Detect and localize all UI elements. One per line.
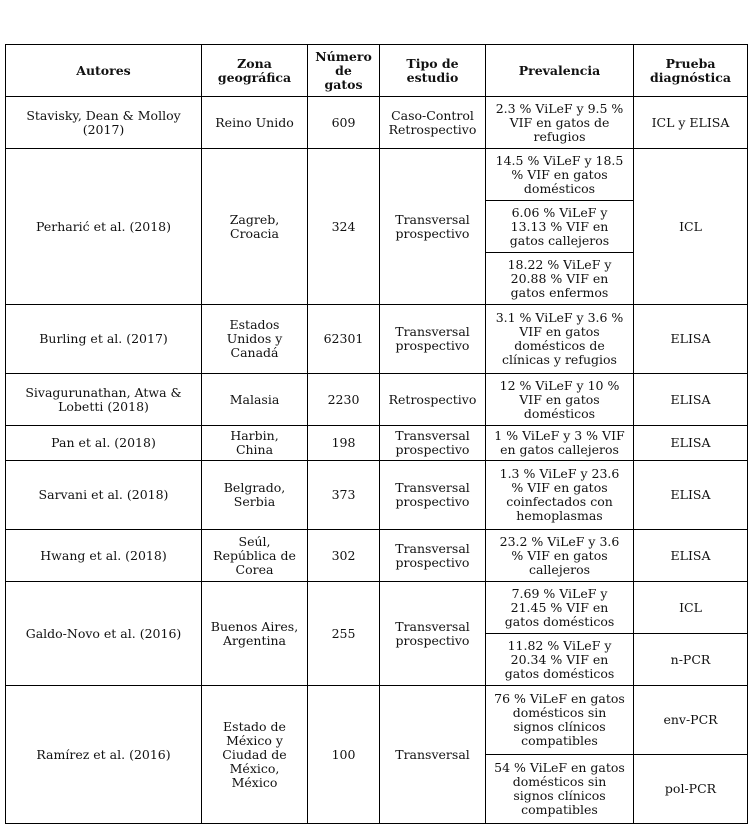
table-row — [6, 530, 748, 582]
cell-author: Hwang et al. (2018) — [6, 530, 202, 582]
cell-prevalence: 76 % ViLeF en gatos domésticos sin signos clínicos compatibles — [486, 686, 634, 755]
cell-zone: Malasia — [202, 374, 308, 426]
table-row — [6, 582, 748, 634]
cell-test: env-PCR — [634, 686, 748, 755]
cell-test: ICL — [634, 149, 748, 305]
cell-study-type: Transversal — [380, 686, 486, 824]
cell-prevalence: 2.3 % ViLeF y 9.5 % VIF en gatos de refugios — [486, 97, 634, 149]
cell-study-type: Transversal prospectivo — [380, 305, 486, 374]
cell-count: 198 — [308, 426, 380, 461]
cell-prevalence: 1.3 % ViLeF y 23.6 % VIF en gatos coinfectados con hemoplasmas — [486, 461, 634, 530]
cell-author: Ramírez et al. (2016) — [6, 686, 202, 824]
header-test: Prueba diagnóstica — [634, 45, 748, 97]
cell-prevalence: 7.69 % ViLeF y 21.45 % VIF en gatos domésticos — [486, 582, 634, 634]
cell-zone: Buenos Aires, Argentina — [202, 582, 308, 686]
cell-study-type: Transversal prospectivo — [380, 149, 486, 305]
cell-prevalence: 12 % ViLeF y 10 % VIF en gatos domésticos — [486, 374, 634, 426]
cell-prevalence: 18.22 % ViLeF y 20.88 % VIF en gatos enfermos — [486, 253, 634, 305]
cell-study-type: Transversal prospectivo — [380, 582, 486, 686]
cell-author: Burling et al. (2017) — [6, 305, 202, 374]
cell-test: ELISA — [634, 305, 748, 374]
header-row — [6, 45, 748, 97]
cell-test: ICL — [634, 582, 748, 634]
cell-count: 2230 — [308, 374, 380, 426]
cell-author: Perharić et al. (2018) — [6, 149, 202, 305]
cell-author: Galdo-Novo et al. (2016) — [6, 582, 202, 686]
cell-test: ICL y ELISA — [634, 97, 748, 149]
cell-prevalence: 54 % ViLeF en gatos domésticos sin signos clínicos compatibles — [486, 755, 634, 824]
cell-test: ELISA — [634, 426, 748, 461]
cell-prevalence: 6.06 % ViLeF y 13.13 % VIF en gatos callejeros — [486, 201, 634, 253]
header-zone: Zona geográfica — [202, 45, 308, 97]
cell-author: Sivagurunathan, Atwa & Lobetti (2018) — [6, 374, 202, 426]
cell-zone: Estados Unidos y Canadá — [202, 305, 308, 374]
cell-count: 62301 — [308, 305, 380, 374]
cell-count: 373 — [308, 461, 380, 530]
cell-prevalence: 1 % ViLeF y 3 % VIF en gatos callejeros — [486, 426, 634, 461]
cell-study-type: Caso-Control Retrospectivo — [380, 97, 486, 149]
table-row — [6, 374, 748, 426]
cell-count: 100 — [308, 686, 380, 824]
table-row — [6, 426, 748, 461]
cell-prevalence: 3.1 % ViLeF y 3.6 % VIF en gatos domésticos de clínicas y refugios — [486, 305, 634, 374]
cell-zone: Estado de México y Ciudad de México, México — [202, 686, 308, 824]
header-study-type: Tipo de estudio — [380, 45, 486, 97]
cell-author: Stavisky, Dean & Molloy (2017) — [6, 97, 202, 149]
table-row — [6, 305, 748, 374]
cell-test: n-PCR — [634, 634, 748, 686]
cell-prevalence: 11.82 % ViLeF y 20.34 % VIF en gatos domésticos — [486, 634, 634, 686]
prevalence-table — [5, 44, 748, 824]
cell-count: 324 — [308, 149, 380, 305]
cell-author: Pan et al. (2018) — [6, 426, 202, 461]
cell-test: pol-PCR — [634, 755, 748, 824]
cell-prevalence: 23.2 % ViLeF y 3.6 % VIF en gatos callejeros — [486, 530, 634, 582]
header-prevalence: Prevalencia — [486, 45, 634, 97]
cell-author: Sarvani et al. (2018) — [6, 461, 202, 530]
cell-study-type: Transversal prospectivo — [380, 530, 486, 582]
cell-zone: Belgrado, Serbia — [202, 461, 308, 530]
cell-zone: Reino Unido — [202, 97, 308, 149]
cell-count: 302 — [308, 530, 380, 582]
cell-zone: Harbin, China — [202, 426, 308, 461]
table-row — [6, 149, 748, 201]
cell-study-type: Transversal prospectivo — [380, 461, 486, 530]
header-authors: Autores — [6, 45, 202, 97]
header-count: Número de gatos — [308, 45, 380, 97]
cell-zone: Seúl, República de Corea — [202, 530, 308, 582]
table-row — [6, 97, 748, 149]
cell-test: ELISA — [634, 374, 748, 426]
cell-study-type: Retrospectivo — [380, 374, 486, 426]
cell-test: ELISA — [634, 461, 748, 530]
cell-zone: Zagreb, Croacia — [202, 149, 308, 305]
cell-count: 609 — [308, 97, 380, 149]
table-row — [6, 686, 748, 755]
cell-count: 255 — [308, 582, 380, 686]
cell-test: ELISA — [634, 530, 748, 582]
cell-study-type: Transversal prospectivo — [380, 426, 486, 461]
table-row — [6, 461, 748, 530]
cell-prevalence: 14.5 % ViLeF y 18.5 % VIF en gatos domésticos — [486, 149, 634, 201]
